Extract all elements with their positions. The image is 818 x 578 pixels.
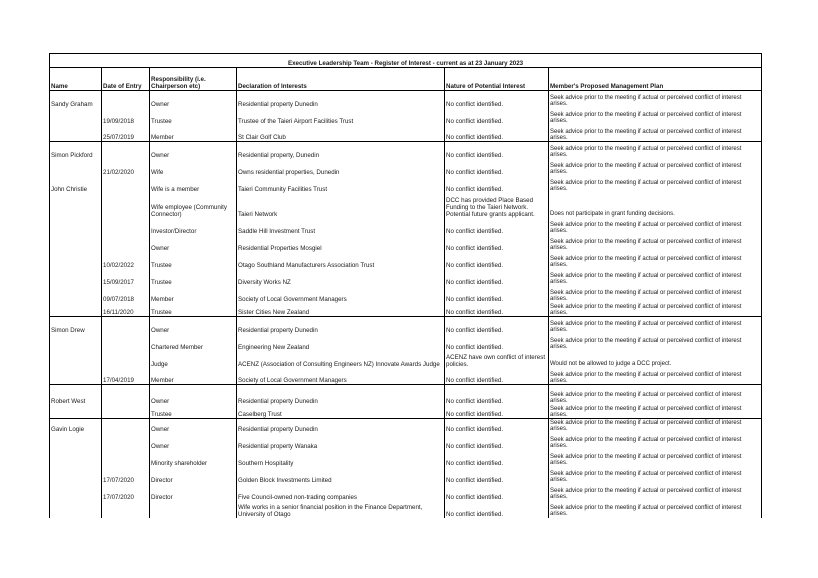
name-cell: Sandy Graham xyxy=(50,91,102,108)
responsibility-cell: Trustee xyxy=(150,108,237,125)
col-header-date: Date of Entry xyxy=(102,68,150,91)
declaration-cell: Sister Cities New Zealand xyxy=(237,303,445,317)
table-row xyxy=(50,142,762,159)
nature-cell: No conflict identified. xyxy=(445,252,549,269)
plan-cell: Seek advice prior to the meeting if actual or perceived conflict of interest arises. xyxy=(549,433,762,450)
date-cell: 15/09/2017 xyxy=(102,269,150,286)
name-cell xyxy=(50,501,102,518)
date-cell: 17/07/2020 xyxy=(102,484,150,501)
table-row xyxy=(50,334,762,351)
declaration-cell: Residential property Dunedin xyxy=(237,317,445,334)
declaration-cell: Residential property Wanaka xyxy=(237,433,445,450)
plan-cell: Seek advice prior to the meeting if actual or perceived conflict of interest arises. xyxy=(549,91,762,108)
plan-cell: Seek advice prior to the meeting if actual or perceived conflict of interest arises. xyxy=(549,450,762,467)
date-cell xyxy=(102,334,150,351)
responsibility-cell: Owner xyxy=(150,235,237,252)
responsibility-cell: Owner xyxy=(150,317,237,334)
nature-cell: DCC has provided Place Based Funding to the Taieri Network. Potential future grants applicant. xyxy=(445,193,549,218)
responsibility-cell: Judge xyxy=(150,351,237,368)
date-cell xyxy=(102,351,150,368)
responsibility-cell: Member xyxy=(150,125,237,142)
nature-cell: No conflict identified. xyxy=(445,125,549,142)
col-header-responsibility: Responsibility (i.e. Chairperson etc) xyxy=(150,68,237,91)
declaration-cell: Golden Block Investments Limited xyxy=(237,467,445,484)
col-header-declaration: Declaration of Interests xyxy=(237,68,445,91)
nature-cell: No conflict identified. xyxy=(445,159,549,176)
responsibility-cell: Wife is a member xyxy=(150,176,237,193)
table-row xyxy=(50,252,762,269)
plan-cell: Seek advice prior to the meeting if actual or perceived conflict of interest arises. xyxy=(549,286,762,303)
plan-cell: Seek advice prior to the meeting if actual or perceived conflict of interest arises. xyxy=(549,252,762,269)
responsibility-cell: Member xyxy=(150,368,237,385)
table-row xyxy=(50,269,762,286)
date-cell: 19/09/2018 xyxy=(102,108,150,125)
responsibility-cell: Wife xyxy=(150,159,237,176)
table-row xyxy=(50,235,762,252)
name-cell: Simon Drew xyxy=(50,317,102,334)
declaration-cell: Wife works in a senior financial position in the Finance Department, University of Otago xyxy=(237,501,445,518)
plan-cell: Seek advice prior to the meeting if actual or perceived conflict of interest arises. xyxy=(549,467,762,484)
table-row xyxy=(50,484,762,501)
name-cell: Robert West xyxy=(50,385,102,405)
responsibility-cell: Member xyxy=(150,286,237,303)
plan-cell: Seek advice prior to the meeting if actual or perceived conflict of interest arises. xyxy=(549,501,762,518)
declaration-cell: Five Council-owned non-trading companies xyxy=(237,484,445,501)
name-cell xyxy=(50,351,102,368)
register-table xyxy=(49,53,762,518)
nature-cell: No conflict identified. xyxy=(445,484,549,501)
nature-cell: No conflict identified. xyxy=(445,108,549,125)
name-cell xyxy=(50,467,102,484)
date-cell xyxy=(102,235,150,252)
table-row xyxy=(50,351,762,368)
table-row xyxy=(50,467,762,484)
date-cell: 21/02/2020 xyxy=(102,159,150,176)
table-row xyxy=(50,385,762,405)
declaration-cell: Residential property, Dunedin xyxy=(237,142,445,159)
nature-cell: No conflict identified. xyxy=(445,91,549,108)
name-cell xyxy=(50,125,102,142)
table-row xyxy=(50,405,762,419)
table-row xyxy=(50,125,762,142)
table-row xyxy=(50,433,762,450)
name-cell xyxy=(50,334,102,351)
plan-cell: Seek advice prior to the meeting if actual or perceived conflict of interest arises. xyxy=(549,419,762,433)
name-cell xyxy=(50,450,102,467)
plan-cell: Seek advice prior to the meeting if actual or perceived conflict of interest arises. xyxy=(549,303,762,317)
name-cell xyxy=(50,252,102,269)
nature-cell: No conflict identified. xyxy=(445,235,549,252)
responsibility-cell: Trustee xyxy=(150,269,237,286)
declaration-cell: Residential property Dunedin xyxy=(237,385,445,405)
declaration-cell: Southern Hospitality xyxy=(237,450,445,467)
date-cell: 17/07/2020 xyxy=(102,467,150,484)
nature-cell: No conflict identified. xyxy=(445,405,549,419)
declaration-cell: Residential property Dunedin xyxy=(237,419,445,433)
plan-cell: Does not participate in grant funding decisions. xyxy=(549,193,762,218)
date-cell: 09/07/2018 xyxy=(102,286,150,303)
plan-cell: Seek advice prior to the meeting if actual or perceived conflict of interest arises. xyxy=(549,108,762,125)
col-header-nature: Nature of Potential Interest xyxy=(445,68,549,91)
plan-cell: Seek advice prior to the meeting if actual or perceived conflict of interest arises. xyxy=(549,159,762,176)
responsibility-cell: Trustee xyxy=(150,303,237,317)
declaration-cell: Society of Local Government Managers xyxy=(237,286,445,303)
name-cell xyxy=(50,484,102,501)
responsibility-cell: Trustee xyxy=(150,405,237,419)
date-cell: 10/02/2022 xyxy=(102,252,150,269)
table-row xyxy=(50,368,762,385)
nature-cell: No conflict identified. xyxy=(445,286,549,303)
register-title: Executive Leadership Team - Register of Interest - current as at 23 January 2023 xyxy=(50,54,762,68)
nature-cell: No conflict identified. xyxy=(445,467,549,484)
date-cell xyxy=(102,419,150,433)
responsibility-cell: Owner xyxy=(150,433,237,450)
date-cell xyxy=(102,385,150,405)
nature-cell: No conflict identified. xyxy=(445,385,549,405)
plan-cell: Seek advice prior to the meeting if actual or perceived conflict of interest arises. xyxy=(549,405,762,419)
nature-cell: No conflict identified. xyxy=(445,419,549,433)
responsibility-cell: Chartered Member xyxy=(150,334,237,351)
plan-cell: Seek advice prior to the meeting if actual or perceived conflict of interest arises. xyxy=(549,317,762,334)
nature-cell: No conflict identified. xyxy=(445,368,549,385)
table-row xyxy=(50,108,762,125)
name-cell xyxy=(50,235,102,252)
name-cell xyxy=(50,405,102,419)
nature-cell: No conflict identified. xyxy=(445,433,549,450)
declaration-cell: Trustee of the Taieri Airport Facilities Trust xyxy=(237,108,445,125)
responsibility-cell: Owner xyxy=(150,385,237,405)
table-row xyxy=(50,303,762,317)
nature-cell: No conflict identified. xyxy=(445,303,549,317)
date-cell xyxy=(102,501,150,518)
date-cell xyxy=(102,218,150,235)
declaration-cell: Engineering New Zealand xyxy=(237,334,445,351)
date-cell xyxy=(102,91,150,108)
plan-cell: Would not be allowed to judge a DCC project. xyxy=(549,351,762,368)
table-row xyxy=(50,317,762,334)
table-row xyxy=(50,91,762,108)
nature-cell: No conflict identified. xyxy=(445,334,549,351)
plan-cell: Seek advice prior to the meeting if actual or perceived conflict of interest arises. xyxy=(549,334,762,351)
date-cell xyxy=(102,405,150,419)
col-header-name: Name xyxy=(50,68,102,91)
plan-cell: Seek advice prior to the meeting if actual or perceived conflict of interest arises. xyxy=(549,142,762,159)
nature-cell: No conflict identified. xyxy=(445,218,549,235)
declaration-cell: St Clair Golf Club xyxy=(237,125,445,142)
declaration-cell: Caselberg Trust xyxy=(237,405,445,419)
date-cell xyxy=(102,450,150,467)
table-row xyxy=(50,176,762,193)
declaration-cell: Taieri Community Facilities Trust xyxy=(237,176,445,193)
responsibility-cell: Director xyxy=(150,467,237,484)
plan-cell: Seek advice prior to the meeting if actual or perceived conflict of interest arises. xyxy=(549,484,762,501)
table-row xyxy=(50,218,762,235)
declaration-cell: Residential property Dunedin xyxy=(237,91,445,108)
date-cell xyxy=(102,142,150,159)
date-cell: 17/04/2019 xyxy=(102,368,150,385)
plan-cell: Seek advice prior to the meeting if actual or perceived conflict of interest arises. xyxy=(549,269,762,286)
declaration-cell: Residential Properties Mosgiel xyxy=(237,235,445,252)
responsibility-cell: Owner xyxy=(150,142,237,159)
responsibility-cell: Owner xyxy=(150,419,237,433)
table-row xyxy=(50,419,762,433)
declaration-cell: Otago Southland Manufacturers Association Trust xyxy=(237,252,445,269)
responsibility-cell: Wife employee (Community Connector) xyxy=(150,193,237,218)
date-cell xyxy=(102,317,150,334)
nature-cell: No conflict identified. xyxy=(445,317,549,334)
declaration-cell: ACENZ (Association of Consulting Engineers NZ) Innovate Awards Judge xyxy=(237,351,445,368)
table-row xyxy=(50,193,762,218)
plan-cell: Seek advice prior to the meeting if actual or perceived conflict of interest arises. xyxy=(549,125,762,142)
plan-cell: Seek advice prior to the meeting if actual or perceived conflict of interest arises. xyxy=(549,385,762,405)
name-cell: Simon Pickford xyxy=(50,142,102,159)
name-cell xyxy=(50,159,102,176)
name-cell xyxy=(50,286,102,303)
date-cell xyxy=(102,176,150,193)
plan-cell: Seek advice prior to the meeting if actual or perceived conflict of interest arises. xyxy=(549,218,762,235)
responsibility-cell: Minority shareholder xyxy=(150,450,237,467)
declaration-cell: Society of Local Government Managers xyxy=(237,368,445,385)
table-row xyxy=(50,286,762,303)
declaration-cell: Diversity Works NZ xyxy=(237,269,445,286)
nature-cell: No conflict identified. xyxy=(445,176,549,193)
name-cell: Gavin Logie xyxy=(50,419,102,433)
nature-cell: No conflict identified. xyxy=(445,450,549,467)
plan-cell: Seek advice prior to the meeting if actual or perceived conflict of interest arises. xyxy=(549,235,762,252)
responsibility-cell: Director xyxy=(150,484,237,501)
responsibility-cell: Trustee xyxy=(150,252,237,269)
responsibility-cell xyxy=(150,501,237,518)
responsibility-cell: Owner xyxy=(150,91,237,108)
table-row xyxy=(50,450,762,467)
date-cell xyxy=(102,193,150,218)
name-cell xyxy=(50,193,102,218)
nature-cell: No conflict identified. xyxy=(445,142,549,159)
date-cell xyxy=(102,433,150,450)
declaration-cell: Owns residential properties, Dunedin xyxy=(237,159,445,176)
plan-cell: Seek advice prior to the meeting if actual or perceived conflict of interest arises. xyxy=(549,368,762,385)
name-cell xyxy=(50,218,102,235)
name-cell: John Christie xyxy=(50,176,102,193)
declaration-cell: Saddle Hill Investment Trust xyxy=(237,218,445,235)
name-cell xyxy=(50,108,102,125)
header-row xyxy=(50,68,762,91)
table-row xyxy=(50,501,762,518)
date-cell: 25/07/2019 xyxy=(102,125,150,142)
name-cell xyxy=(50,303,102,317)
nature-cell: No conflict identified. xyxy=(445,269,549,286)
name-cell xyxy=(50,269,102,286)
nature-cell: No conflict identified. xyxy=(445,501,549,518)
nature-cell: ACENZ have own conflict of interest policies. xyxy=(445,351,549,368)
name-cell xyxy=(50,368,102,385)
declaration-cell: Taieri Network xyxy=(237,193,445,218)
col-header-plan: Member's Proposed Management Plan xyxy=(549,68,762,91)
plan-cell: Seek advice prior to the meeting if actual or perceived conflict of interest arises. xyxy=(549,176,762,193)
responsibility-cell: Investor/Director xyxy=(150,218,237,235)
table-row xyxy=(50,159,762,176)
date-cell: 16/11/2020 xyxy=(102,303,150,317)
name-cell xyxy=(50,433,102,450)
